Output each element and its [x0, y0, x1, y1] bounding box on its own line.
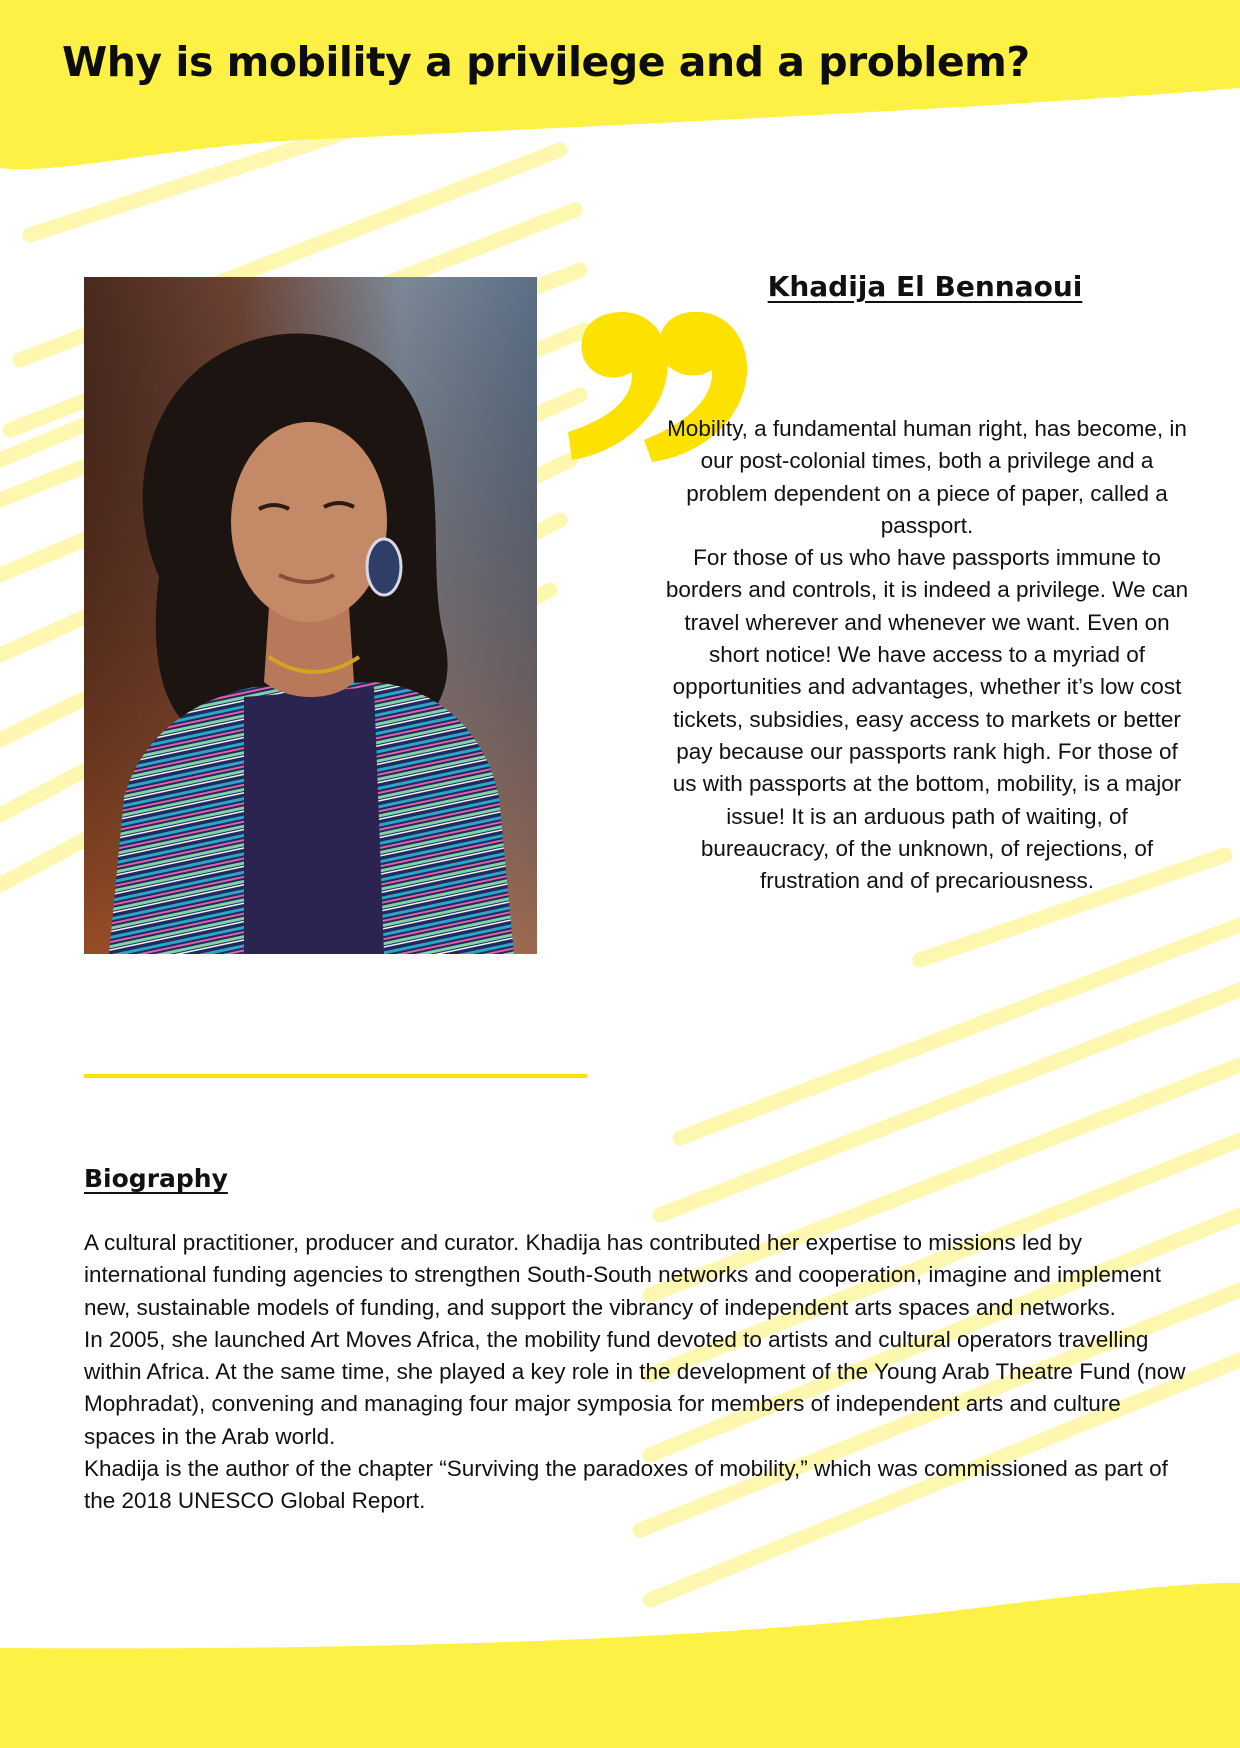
pull-quote — [662, 413, 1192, 897]
page-title: Why is mobility a privilege and a problem? — [62, 38, 1030, 86]
quote-paragraph: Mobility, a fundamental human right, has become, in our post-colonial times, both a privilege and a problem dependent on a piece of paper, called a passport. — [667, 416, 1187, 538]
biography-body — [84, 1227, 1194, 1518]
biography-paragraph: Khadija is the author of the chapter “Surviving the paradoxes of mobility,” which was commissioned as part of the 2018 UNESCO Global Report. — [84, 1456, 1168, 1514]
biography-heading: Biography — [84, 1164, 228, 1193]
quote-paragraph: For those of us who have passports immune to borders and controls, it is indeed a privilege. We can travel wherever and whenever we want. Even on short notice! We have access to a myriad of opportunities and advantages, whether it’s low cost tickets, subsidies, easy access to markets or better pay because our passports rank high. For those of us with passports at the bottom, mobility, is a major issue! It is an arduous path of waiting, of bureaucracy, of the unknown, of rejections, of frustration and of precariousness. — [665, 545, 1189, 894]
speaker-name: Khadija El Bennaoui — [767, 270, 1083, 303]
biography-paragraph: A cultural practitioner, producer and curator. Khadija has contributed her expertise to missions led by international funding agencies to strengthen South-South networks and cooperation, imagine and implement new, sustainable models of funding, and support the vibrancy of independent arts spaces and networks. — [84, 1230, 1161, 1320]
section-divider — [84, 1074, 587, 1078]
bottom-banner — [0, 1583, 1240, 1748]
portrait-photo — [84, 277, 537, 954]
biography-paragraph: In 2005, she launched Art Moves Africa, the mobility fund devoted to artists and cultural operators travelling within Africa. At the same time, she played a key role in the development of the Young Arab Theatre Fund (now Mophradat), convening and managing four major symposia for members of independent arts and culture spaces in the Arab world. — [84, 1326, 1186, 1449]
